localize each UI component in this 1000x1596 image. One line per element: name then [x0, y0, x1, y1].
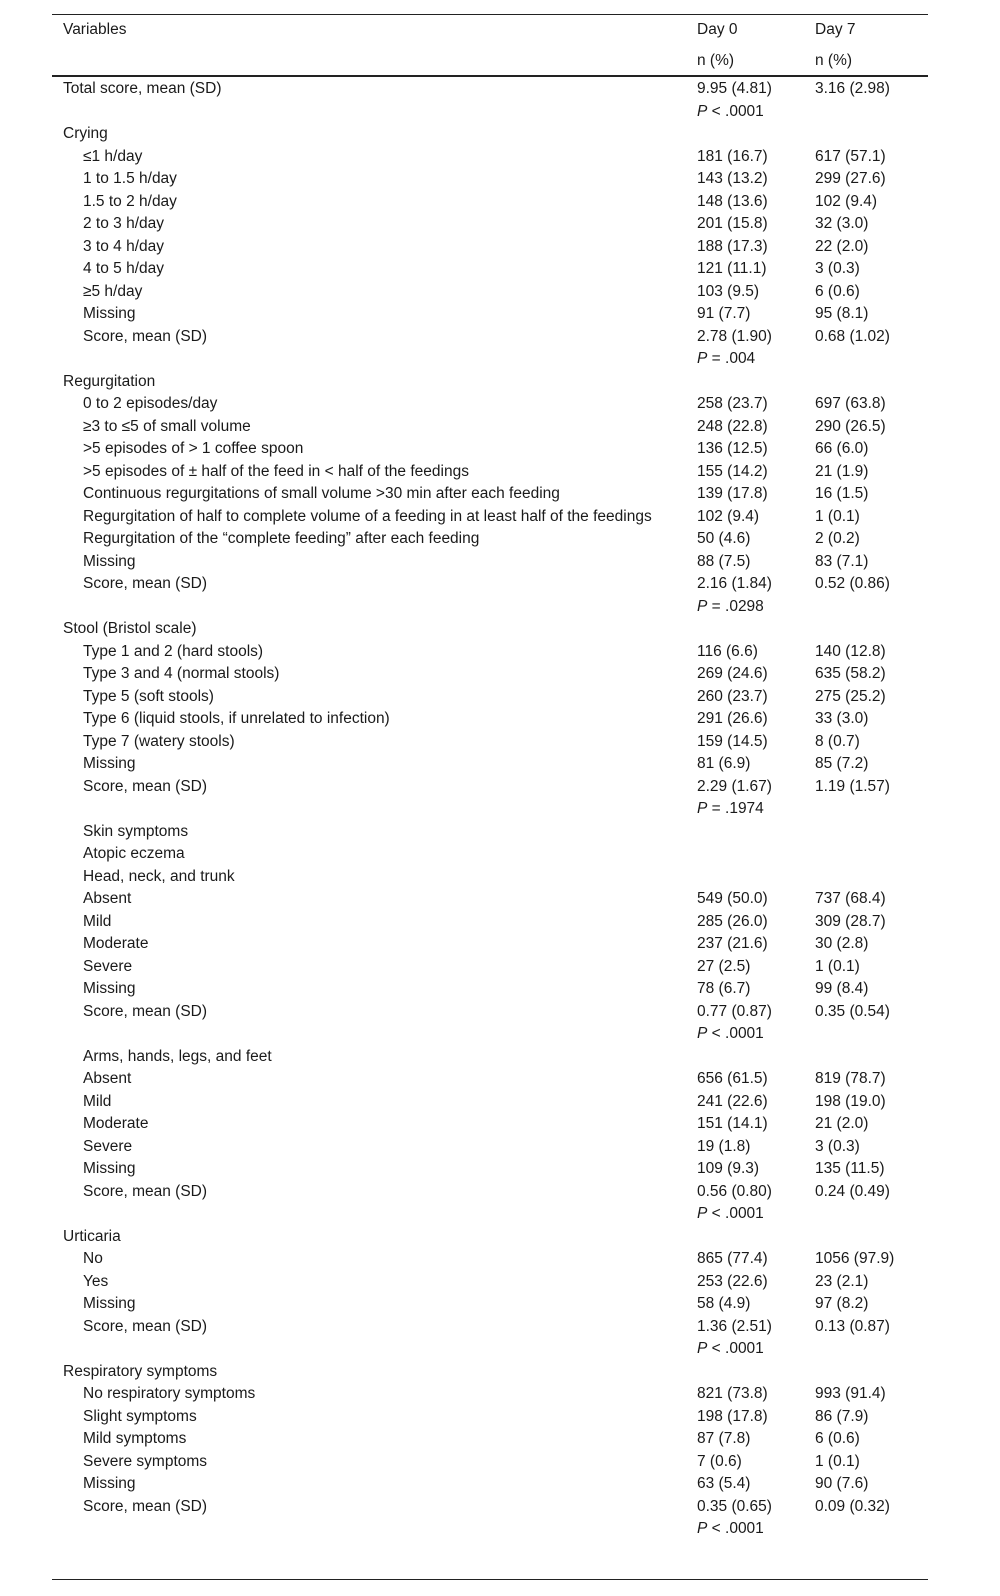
- table-row: [52, 1316, 928, 1339]
- day7-value: 30 (2.8): [815, 935, 869, 952]
- row-label: Missing: [83, 980, 136, 997]
- day7-value: 90 (7.6): [815, 1475, 869, 1492]
- day0-value: 102 (9.4): [697, 507, 760, 525]
- day0-value: 19 (1.8): [697, 1137, 751, 1155]
- day0-value: 2.29 (1.67): [697, 777, 772, 795]
- day7-value: 3 (0.3): [815, 260, 860, 277]
- p-symbol: P: [697, 350, 708, 367]
- table-row: [52, 798, 928, 821]
- p-symbol: P: [697, 800, 708, 817]
- table-row: [52, 843, 928, 866]
- p-value-text: = .004: [711, 350, 756, 367]
- day0-value: 50 (4.6): [697, 530, 751, 547]
- p-value: [697, 1203, 764, 1226]
- day7-value: 1.19 (1.57): [815, 777, 890, 795]
- day0-value: 237 (21.6): [697, 935, 768, 952]
- day0-value: 159 (14.5): [697, 732, 768, 750]
- row-label: ≥5 h/day: [83, 282, 143, 300]
- day7-value: 1 (0.1): [815, 1452, 860, 1470]
- day0-value: 9.95 (4.81): [697, 80, 772, 97]
- header-rule: [52, 75, 928, 77]
- day0-value: 109 (9.3): [697, 1160, 760, 1177]
- day7-value: 0.13 (0.87): [815, 1317, 890, 1335]
- day0-value: 198 (17.8): [697, 1407, 768, 1425]
- row-label: ≥3 to ≤5 of small volume: [83, 417, 251, 435]
- row-label: 1.5 to 2 h/day: [83, 192, 177, 210]
- p-symbol: P: [697, 1520, 708, 1537]
- table-row: [52, 753, 928, 776]
- row-label: Missing: [83, 755, 136, 772]
- day0-value: 656 (61.5): [697, 1070, 768, 1087]
- row-label: Type 5 (soft stools): [83, 687, 214, 705]
- day7-value: 0.09 (0.32): [815, 1497, 890, 1515]
- day0-value: 821 (73.8): [697, 1385, 768, 1402]
- row-label: Mild: [83, 1092, 112, 1110]
- row-label: 2 to 3 h/day: [83, 215, 165, 232]
- table-row: [52, 663, 928, 686]
- table-row: [52, 168, 928, 191]
- table-row: [52, 1518, 928, 1541]
- row-label: Score, mean (SD): [83, 1182, 208, 1200]
- day0-value: 188 (17.3): [697, 237, 768, 255]
- day0-value: 549 (50.0): [697, 890, 768, 907]
- day0-value: 241 (22.6): [697, 1092, 768, 1110]
- row-label: Regurgitation of half to complete volume of a feeding in at least half of the feedings: [83, 507, 652, 525]
- row-label: Severe symptoms: [83, 1452, 208, 1470]
- day0-value: 291 (26.6): [697, 710, 768, 727]
- row-label: Severe: [83, 1137, 133, 1155]
- row-label: Score, mean (SD): [83, 327, 208, 345]
- table-row: [52, 888, 928, 911]
- table-row: [52, 1136, 928, 1159]
- row-label: Score, mean (SD): [83, 1317, 208, 1335]
- day7-value: 0.35 (0.54): [815, 1002, 890, 1020]
- table-row: [52, 1068, 928, 1091]
- table-row: [52, 528, 928, 551]
- p-symbol: P: [697, 597, 708, 615]
- row-label: Respiratory symptoms: [63, 1362, 218, 1380]
- table-row: [52, 326, 928, 349]
- day0-value: 27 (2.5): [697, 957, 751, 975]
- day0-value: 78 (6.7): [697, 980, 751, 997]
- top-rule: [52, 14, 928, 15]
- table-row: [52, 1496, 928, 1519]
- row-label: Absent: [83, 890, 132, 907]
- table-row: [52, 596, 928, 619]
- table-row: [52, 506, 928, 529]
- day7-value: 21 (2.0): [815, 1115, 869, 1132]
- day0-value: 155 (14.2): [697, 462, 768, 480]
- p-value-text: < .0001: [711, 102, 764, 120]
- table-row: [52, 1181, 928, 1204]
- row-label: Score, mean (SD): [83, 1497, 208, 1515]
- table-row: [52, 1226, 928, 1249]
- day7-value: 1056 (97.9): [815, 1250, 895, 1267]
- p-value: [697, 1518, 764, 1541]
- table-row: [52, 123, 928, 146]
- table-row: [52, 911, 928, 934]
- table-row: [52, 866, 928, 889]
- table-row: [52, 348, 928, 371]
- day0-value: 88 (7.5): [697, 552, 751, 570]
- table-row: [52, 1293, 928, 1316]
- p-value: [697, 596, 764, 619]
- day0-value: 2.16 (1.84): [697, 575, 772, 592]
- table-row: [52, 776, 928, 799]
- row-label: Continuous regurgitations of small volume >30 min after each feeding: [83, 485, 560, 502]
- table-row: [52, 101, 928, 124]
- row-label: No: [83, 1250, 103, 1267]
- table-row: [52, 146, 928, 169]
- row-label: Score, mean (SD): [83, 777, 208, 795]
- day0-value: 7 (0.6): [697, 1452, 742, 1470]
- day7-value: 290 (26.5): [815, 417, 886, 435]
- table-row: [52, 1023, 928, 1046]
- table-row: [52, 258, 928, 281]
- row-label: >5 episodes of ± half of the feed in < half of the feedings: [83, 462, 469, 480]
- day7-value: 309 (28.7): [815, 912, 886, 930]
- day0-value: 181 (16.7): [697, 147, 768, 165]
- day7-value: 102 (9.4): [815, 192, 878, 210]
- p-value: [697, 101, 764, 124]
- day0-value: 865 (77.4): [697, 1250, 768, 1267]
- header-variables: Variables: [63, 21, 127, 38]
- day7-value: 6 (0.6): [815, 1430, 860, 1447]
- p-symbol: P: [697, 1340, 708, 1357]
- row-label: Slight symptoms: [83, 1407, 197, 1425]
- day7-value: 617 (57.1): [815, 147, 886, 165]
- row-label: Missing: [83, 1160, 136, 1177]
- day0-value: 87 (7.8): [697, 1430, 751, 1447]
- row-label: Mild symptoms: [83, 1430, 187, 1447]
- day0-value: 116 (6.6): [697, 642, 758, 660]
- day0-value: 151 (14.1): [697, 1115, 768, 1132]
- table-row: [52, 371, 928, 394]
- row-label: Missing: [83, 305, 136, 322]
- day7-value: 6 (0.6): [815, 282, 860, 300]
- table-row: [52, 641, 928, 664]
- table-row: [52, 1046, 928, 1069]
- row-label: Urticaria: [63, 1227, 121, 1245]
- day7-value: 16 (1.5): [815, 485, 869, 502]
- table-row: [52, 573, 928, 596]
- header-row: [52, 19, 928, 42]
- table-row: [52, 933, 928, 956]
- day7-value: 140 (12.8): [815, 642, 886, 660]
- p-value-text: < .0001: [711, 1340, 764, 1357]
- day0-value: 58 (4.9): [697, 1295, 751, 1312]
- p-value: [697, 1023, 764, 1046]
- table-row: [52, 393, 928, 416]
- day7-value: 21 (1.9): [815, 462, 869, 480]
- row-label: Head, neck, and trunk: [83, 867, 235, 885]
- table-row: [52, 956, 928, 979]
- table-row: [52, 461, 928, 484]
- row-label: Mild: [83, 912, 112, 930]
- header-day0: Day 0: [697, 21, 738, 38]
- row-label: 0 to 2 episodes/day: [83, 395, 218, 412]
- day7-value: 95 (8.1): [815, 305, 869, 322]
- p-value: [697, 798, 764, 821]
- day0-value: 103 (9.5): [697, 282, 760, 300]
- day0-value: 285 (26.0): [697, 912, 768, 930]
- table-row: [52, 438, 928, 461]
- day0-value: 81 (6.9): [697, 755, 751, 772]
- row-label: Type 6 (liquid stools, if unrelated to infection): [83, 710, 390, 727]
- p-symbol: P: [697, 102, 708, 120]
- day7-value: 66 (6.0): [815, 440, 869, 457]
- table-row: [52, 191, 928, 214]
- row-label: Score, mean (SD): [83, 1002, 208, 1020]
- day0-value: 201 (15.8): [697, 215, 768, 232]
- day0-value: 63 (5.4): [697, 1475, 751, 1492]
- day0-value: 121 (11.1): [697, 260, 767, 277]
- table-row: [52, 1203, 928, 1226]
- row-label: Atopic eczema: [83, 845, 185, 862]
- p-value-text: < .0001: [711, 1520, 764, 1537]
- day7-value: 299 (27.6): [815, 170, 886, 187]
- day7-value: 275 (25.2): [815, 687, 886, 705]
- row-label: Missing: [83, 1295, 136, 1312]
- header-day7: Day 7: [815, 21, 856, 38]
- day7-value: 32 (3.0): [815, 215, 869, 232]
- table-row: [52, 1451, 928, 1474]
- day0-value: 253 (22.6): [697, 1272, 768, 1290]
- header-day7-unit: n (%): [815, 52, 853, 69]
- row-label: Type 7 (watery stools): [83, 732, 235, 750]
- day0-value: 2.78 (1.90): [697, 327, 772, 345]
- day7-value: 8 (0.7): [815, 732, 860, 750]
- p-symbol: P: [697, 1025, 708, 1042]
- row-label: Total score, mean (SD): [63, 80, 222, 97]
- day0-value: 143 (13.2): [697, 170, 768, 187]
- p-value-text: = .1974: [711, 800, 764, 817]
- row-label: Missing: [83, 1475, 136, 1492]
- day7-value: 2 (0.2): [815, 530, 860, 547]
- day7-value: 3 (0.3): [815, 1137, 860, 1155]
- row-label: Missing: [83, 552, 136, 570]
- table-row: [52, 416, 928, 439]
- p-value-text: = .0298: [711, 597, 764, 615]
- day7-value: 0.68 (1.02): [815, 327, 890, 345]
- day7-value: 33 (3.0): [815, 710, 869, 727]
- table-row: [52, 1383, 928, 1406]
- day0-value: 248 (22.8): [697, 417, 768, 435]
- row-label: ≤1 h/day: [83, 147, 143, 165]
- row-label: Type 1 and 2 (hard stools): [83, 642, 264, 660]
- p-value: [697, 348, 755, 371]
- row-label: Moderate: [83, 935, 149, 952]
- day0-value: 136 (12.5): [697, 440, 768, 457]
- header-subrow: [52, 50, 928, 73]
- table-row: [52, 1158, 928, 1181]
- table-row: [52, 686, 928, 709]
- day7-value: 85 (7.2): [815, 755, 869, 772]
- table-row: [52, 731, 928, 754]
- table-row: [52, 1338, 928, 1361]
- day0-value: 91 (7.7): [697, 305, 751, 322]
- table-row: [52, 708, 928, 731]
- row-label: Moderate: [83, 1115, 149, 1132]
- day7-value: 0.52 (0.86): [815, 575, 890, 592]
- day0-value: 0.77 (0.87): [697, 1002, 772, 1020]
- table-row: [52, 1091, 928, 1114]
- day7-value: 697 (63.8): [815, 395, 886, 412]
- table-row: [52, 483, 928, 506]
- table-row: [52, 551, 928, 574]
- table-row: [52, 213, 928, 236]
- day7-value: 3.16 (2.98): [815, 80, 890, 97]
- row-label: Skin symptoms: [83, 822, 189, 840]
- row-label: Yes: [83, 1272, 109, 1290]
- day0-value: 0.35 (0.65): [697, 1497, 772, 1515]
- day0-value: 148 (13.6): [697, 192, 768, 210]
- day0-value: 269 (24.6): [697, 665, 768, 682]
- table-row: [52, 978, 928, 1001]
- day7-value: 0.24 (0.49): [815, 1182, 890, 1200]
- table-row: [52, 303, 928, 326]
- row-label: Type 3 and 4 (normal stools): [83, 665, 280, 682]
- day7-value: 97 (8.2): [815, 1295, 869, 1312]
- day7-value: 99 (8.4): [815, 980, 869, 997]
- table-row: [52, 1271, 928, 1294]
- table-row: [52, 618, 928, 641]
- row-label: Crying: [63, 125, 108, 142]
- row-label: No respiratory symptoms: [83, 1385, 256, 1402]
- day7-value: 86 (7.9): [815, 1407, 869, 1425]
- day7-value: 1 (0.1): [815, 957, 860, 975]
- table-row: [52, 1473, 928, 1496]
- day0-value: 260 (23.7): [697, 687, 768, 705]
- day7-value: 1 (0.1): [815, 507, 860, 525]
- p-value-text: < .0001: [711, 1205, 764, 1222]
- row-label: Stool (Bristol scale): [63, 620, 197, 637]
- row-label: Severe: [83, 957, 133, 975]
- p-value: [697, 1338, 764, 1361]
- row-label: Absent: [83, 1070, 132, 1087]
- p-symbol: P: [697, 1205, 708, 1222]
- day7-value: 135 (11.5): [815, 1160, 885, 1177]
- row-label: Regurgitation: [63, 372, 156, 390]
- table-row: [52, 821, 928, 844]
- table-row: [52, 1406, 928, 1429]
- row-label: 4 to 5 h/day: [83, 260, 165, 277]
- row-label: Arms, hands, legs, and feet: [83, 1047, 272, 1065]
- bottom-rule: [52, 1579, 928, 1580]
- row-label: 3 to 4 h/day: [83, 237, 165, 255]
- day7-value: 23 (2.1): [815, 1272, 869, 1290]
- day0-value: 258 (23.7): [697, 395, 768, 412]
- row-label: >5 episodes of > 1 coffee spoon: [83, 440, 304, 457]
- day7-value: 993 (91.4): [815, 1385, 886, 1402]
- table-row: [52, 78, 928, 101]
- day0-value: 0.56 (0.80): [697, 1182, 772, 1200]
- table-row: [52, 1361, 928, 1384]
- day7-value: 22 (2.0): [815, 237, 869, 255]
- row-label: Regurgitation of the “complete feeding” after each feeding: [83, 530, 480, 547]
- table-row: [52, 1001, 928, 1024]
- table-row: [52, 1113, 928, 1136]
- table-row: [52, 236, 928, 259]
- row-label: Score, mean (SD): [83, 575, 208, 592]
- day7-value: 83 (7.1): [815, 552, 869, 570]
- day7-value: 198 (19.0): [815, 1092, 886, 1110]
- table-row: [52, 1248, 928, 1271]
- table-row: [52, 281, 928, 304]
- day0-value: 139 (17.8): [697, 485, 768, 502]
- header-day0-unit: n (%): [697, 52, 735, 69]
- row-label: 1 to 1.5 h/day: [83, 170, 177, 187]
- table-row: [52, 1428, 928, 1451]
- day7-value: 819 (78.7): [815, 1070, 886, 1087]
- day0-value: 1.36 (2.51): [697, 1317, 772, 1335]
- day7-value: 635 (58.2): [815, 665, 886, 682]
- p-value-text: < .0001: [711, 1025, 764, 1042]
- day7-value: 737 (68.4): [815, 890, 886, 907]
